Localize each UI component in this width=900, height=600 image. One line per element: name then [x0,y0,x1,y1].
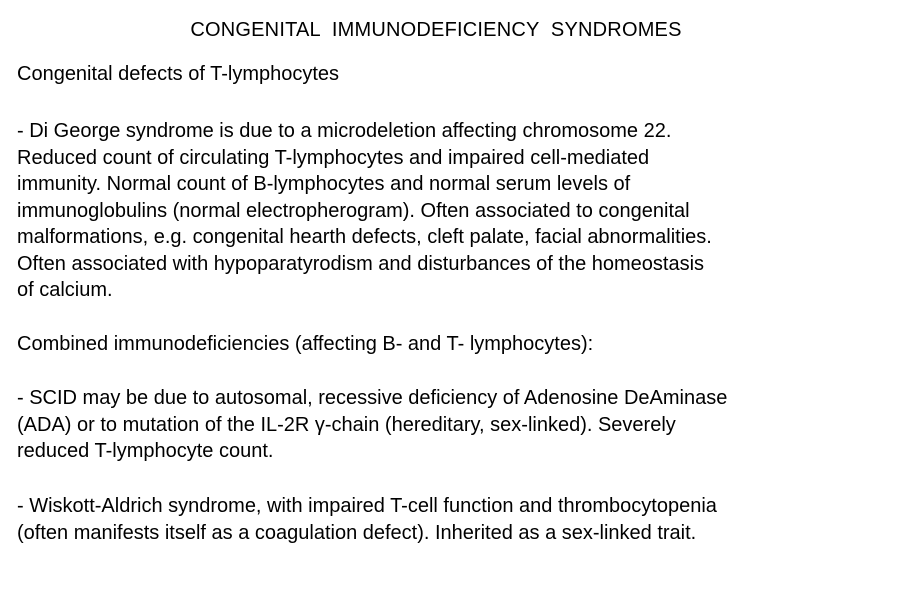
paragraph-line: of calcium. [17,279,113,301]
section-heading-combined-immunodeficiencies: Combined immunodeficiencies (affecting B- and T- lymphocytes): [17,333,594,355]
page-title: CONGENITAL IMMUNODEFICIENCY SYNDROMES [190,19,682,41]
paragraph-line: malformations, e.g. congenital hearth defects, cleft palate, facial abnormalities. [17,226,712,248]
paragraph-line: immunoglobulins (normal electropherogram). Often associated to congenital [17,199,690,222]
paragraph-line: reduced T-lymphocyte count. [17,440,274,462]
wiskott-aldrich-paragraph [17,493,887,546]
paragraph-line: Often associated with hypoparatyrodism and disturbances of the homeostasis [17,252,705,275]
paragraph-line: Reduced count of circulating T-lymphocytes and impaired cell-mediated [17,146,650,169]
paragraph-line: immunity. Normal count of B-lymphocytes and normal serum levels of [17,173,631,195]
scid-paragraph [17,385,887,465]
paragraph-line: - Di George syndrome is due to a microdeletion affecting chromosome 22. [17,120,672,142]
paragraph-line: (ADA) or to mutation of the IL-2R γ-chain (hereditary, sex-linked). Severely [17,413,676,436]
di-george-paragraph [17,118,887,304]
paragraph-line: (often manifests itself as a coagulation defect). Inherited as a sex-linked trait. [17,521,697,544]
paragraph-line: - Wiskott-Aldrich syndrome, with impaired T-cell function and thrombocytopenia [17,495,717,517]
section-heading-t-lymphocyte-defects: Congenital defects of T-lymphocytes [17,63,340,85]
paragraph-line: - SCID may be due to autosomal, recessive deficiency of Adenosine DeAminase [17,387,728,409]
